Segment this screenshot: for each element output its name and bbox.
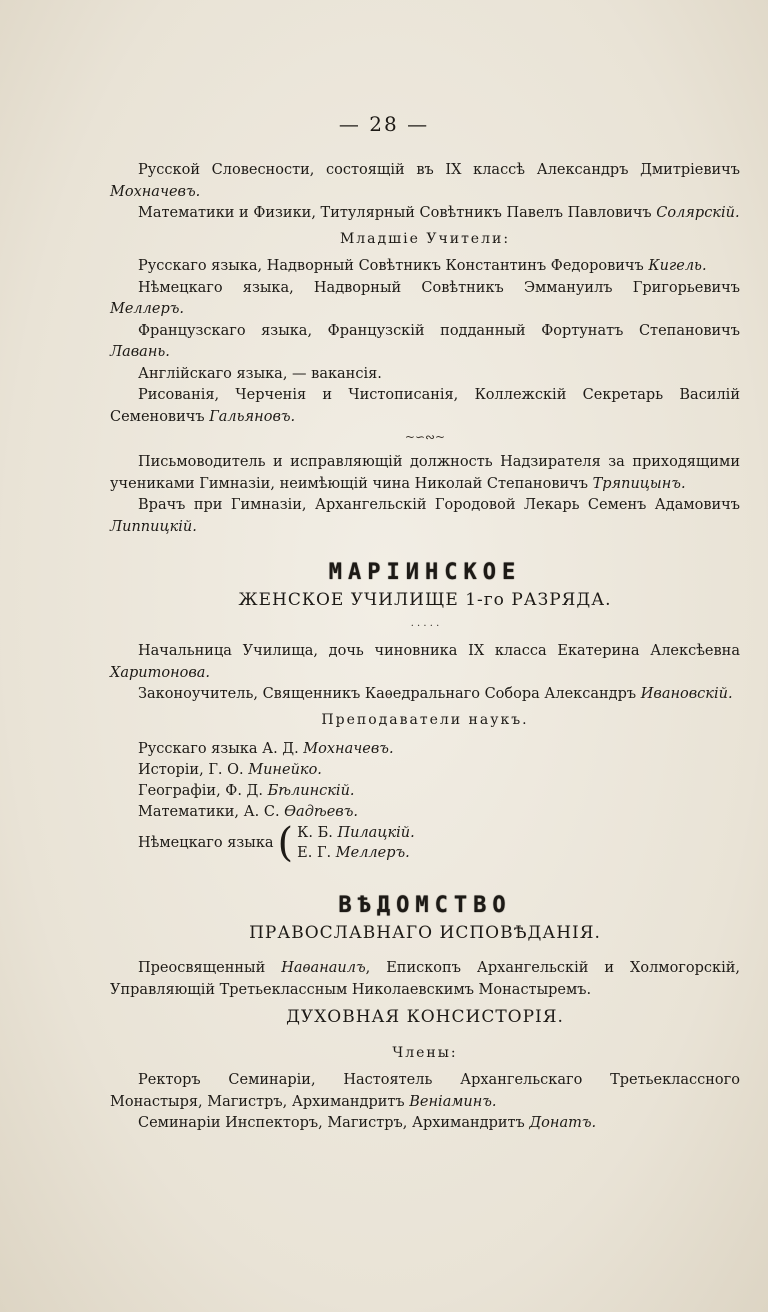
spacer (110, 538, 740, 552)
page-number: — 28 — (338, 112, 430, 136)
paragraph-drawing (110, 385, 740, 428)
list-item (138, 781, 740, 802)
paragraph-mathematics (110, 203, 740, 225)
section-subtitle-school: ЖЕНСКОЕ УЧИЛИЩЕ 1-го РАЗРЯДА. (238, 589, 612, 610)
members-heading: Члены: (392, 1044, 458, 1061)
person-name: Солярскій. (656, 205, 740, 221)
paragraph-rector (110, 1070, 740, 1113)
list-item (138, 739, 740, 760)
text: Нѣмецкаго языка, Надворный Совѣтникъ Эммануилъ Григорьевичъ (138, 279, 740, 296)
text: Законоучитель, Священникъ Каѳедральнаго Собора Александръ (138, 686, 641, 702)
text: Е. Г. (297, 845, 336, 861)
person-name: Мохначевъ. (303, 741, 394, 757)
spacer (110, 871, 740, 885)
paragraph-german-language (110, 278, 740, 321)
person-name: Тряпицынъ. (592, 475, 686, 492)
text: Нѣмецкаго языка (138, 834, 274, 851)
text: Семинаріи Инспекторъ, Магистръ, Архимандритъ (138, 1115, 530, 1131)
person-name: Ѳадѣевъ. (284, 804, 358, 820)
paragraph-english-language: Англійскаго языка, — вакансія. (138, 365, 382, 382)
text: К. Б. (297, 825, 338, 841)
brace-items (297, 823, 415, 863)
person-name: Лавань. (110, 344, 170, 360)
paragraph-russian-literature (110, 160, 740, 203)
text: Русской Словесности, состоящій въ IX классѣ Александръ Дмитріевичъ (138, 162, 740, 178)
person-name: Веніаминъ. (409, 1093, 497, 1110)
list-item-german (138, 820, 740, 866)
list-item (138, 802, 740, 823)
person-name: Ивановскій. (640, 686, 733, 702)
text: Рисованія, Черченія и Чистописанія, Коллежскій Секретарь Василій Семеновичъ (110, 387, 740, 425)
text: Ректоръ Семинаріи, Настоятель Архангельскаго Третьеклассного Монастыря, Магистръ, Архимандритъ (110, 1072, 740, 1110)
person-name: Кигель. (648, 258, 707, 274)
paragraph-law-teacher (110, 684, 740, 706)
teachers-list (138, 739, 740, 866)
text: Начальница Училища, дочь чиновника IX класса Екатерина Алексѣевна (138, 643, 740, 659)
junior-teachers-heading: Младшіе Учители: (339, 230, 511, 247)
paragraph-inspector (110, 1113, 740, 1135)
section-subtitle-orthodox: ПРАВОСЛАВНАГО ИСПОВѢДАНІЯ. (249, 922, 601, 943)
person-name: Донатъ. (529, 1115, 597, 1131)
text: Преосвященный (138, 960, 282, 976)
text: Русскаго языка, Надворный Совѣтникъ Константинъ Федоровичъ (138, 258, 649, 274)
person-name: Меллеръ. (110, 301, 185, 317)
person-name: Липпицкій. (110, 518, 197, 535)
person-name: Пилацкій. (337, 825, 415, 841)
paragraph-headmistress (110, 641, 740, 684)
consistory-heading: ДУХОВНАЯ КОНСИСТОРІЯ. (286, 1007, 564, 1027)
person-name: Мохначевъ. (110, 183, 201, 200)
person-name: Харитонова. (110, 664, 211, 681)
person-name: Бѣлинскій. (267, 783, 355, 799)
teachers-heading: Преподаватели наукъ. (321, 711, 529, 728)
text: Математики, А. С. (138, 804, 285, 820)
section-title-vedomstvo: ВѢДОМСТВО (338, 893, 512, 918)
paragraph-russian-language (110, 256, 740, 278)
person-name: Меллеръ. (335, 845, 410, 861)
list-item (297, 823, 415, 843)
list-item (138, 760, 740, 781)
ornament-dots: · · · · · (410, 621, 440, 632)
text: Французскаго языка, Французскій подданный Фортунатъ Степановичъ (138, 322, 740, 339)
paragraph-doctor (110, 495, 740, 538)
section-title-mariinsky: МАРІИНСКОЕ (328, 560, 522, 585)
person-name: Наѳанаилъ (281, 960, 366, 976)
brace-glyph: ( (277, 820, 294, 866)
person-name: Минейко. (248, 762, 322, 778)
text: , Епископъ Архангельскій и Холмогорскій, Управляющій Третьеклассным Николаевскимъ Монастыремъ. (110, 960, 741, 998)
ornament-divider: ~∽∾~ (404, 430, 446, 444)
text: Исторіи, Г. О. (138, 762, 249, 778)
document-body (110, 160, 740, 1135)
text: Письмоводитель и исправляющій должность Надзирателя за приходящими учениками Гимназіи, неимѣющій чина Николай Степановичъ (110, 454, 740, 492)
text: Математики и Физики, Титулярный Совѣтникъ Павелъ Павловичъ (138, 205, 657, 221)
text: Врачъ при Гимназіи, Архангельскій Городовой Лекарь Семенъ Адамовичъ (138, 497, 740, 513)
paragraph-french-language (110, 321, 740, 364)
paragraph-clerk (110, 452, 740, 495)
text: Географіи, Ф. Д. (138, 783, 268, 799)
text: Русскаго языка А. Д. (138, 741, 304, 757)
list-item (297, 843, 415, 863)
paragraph-bishop (110, 958, 740, 1001)
person-name: Гальяновъ. (209, 408, 296, 425)
